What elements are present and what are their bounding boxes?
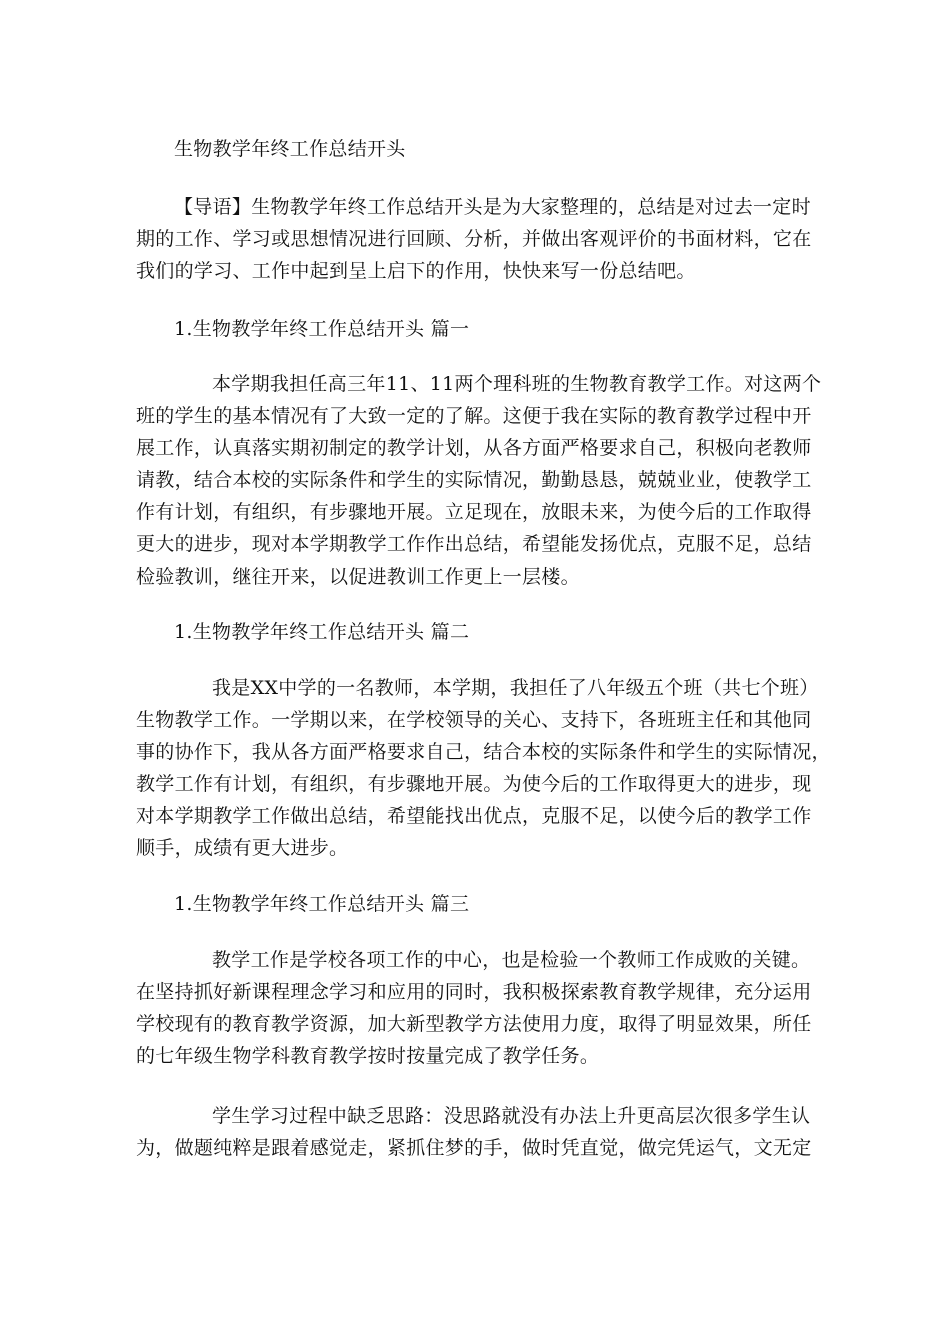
paragraph-line: 我是XX中学的一名教师，本学期，我担任了八年级五个班（共七个班）	[212, 677, 819, 699]
section-heading: 1.生物教学年终工作总结开头 篇三	[174, 893, 470, 915]
paragraph-line: 班的学生的基本情况有了大致一定的了解。这便于我在实际的教育教学过程中开	[136, 405, 812, 427]
paragraph-line: 请教，结合本校的实际条件和学生的实际情况，勤勤恳恳，兢兢业业，使教学工	[136, 469, 812, 491]
document-title: 生物教学年终工作总结开头	[174, 138, 406, 160]
paragraph-line: 作有计划，有组织，有步骤地开展。立足现在，放眼未来，为使今后的工作取得	[136, 501, 812, 523]
paragraph-line: 教学工作有计划，有组织，有步骤地开展。为使今后的工作取得更大的进步，现	[136, 773, 812, 795]
section-heading: 1.生物教学年终工作总结开头 篇一	[174, 318, 470, 340]
paragraph-line: 检验教训，继往开来，以促进教训工作更上一层楼。	[136, 566, 580, 588]
paragraph-line: 本学期我担任高三年11、11两个理科班的生物教育教学工作。对这两个	[212, 373, 822, 395]
paragraph-line: 更大的进步，现对本学期教学工作作出总结，希望能发扬优点，克服不足，总结	[136, 533, 812, 555]
paragraph-line: 学校现有的教育教学资源，加大新型教学方法使用力度，取得了明显效果，所任	[136, 1013, 812, 1035]
intro-line: 【导语】生物教学年终工作总结开头是为大家整理的，总结是对过去一定时	[174, 196, 811, 218]
section-heading: 1.生物教学年终工作总结开头 篇二	[174, 621, 470, 643]
paragraph-line: 展工作，认真落实期初制定的教学计划，从各方面严格要求自己，积极向老教师	[136, 437, 812, 459]
paragraph-line: 学生学习过程中缺乏思路：没思路就没有办法上升更高层次很多学生认	[212, 1105, 811, 1127]
paragraph-line: 在坚持抓好新课程理念学习和应用的同时，我积极探索教育教学规律，充分运用	[136, 981, 812, 1003]
paragraph-line: 生物教学工作。一学期以来，在学校领导的关心、支持下，各班班主任和其他同	[136, 709, 812, 731]
paragraph-line: 顺手，成绩有更大进步。	[136, 837, 349, 859]
intro-line: 我们的学习、工作中起到呈上启下的作用，快快来写一份总结吧。	[136, 260, 696, 282]
paragraph-line: 为，做题纯粹是跟着感觉走，紧抓住梦的手，做时凭直觉，做完凭运气，文无定	[136, 1137, 812, 1159]
paragraph-line: 的七年级生物学科教育教学按时按量完成了教学任务。	[136, 1045, 600, 1067]
paragraph-line: 对本学期教学工作做出总结，希望能找出优点，克服不足，以使今后的教学工作	[136, 805, 812, 827]
paragraph-line: 教学工作是学校各项工作的中心，也是检验一个教师工作成败的关键。	[212, 949, 811, 971]
paragraph-line: 事的协作下，我从各方面严格要求自己，结合本校的实际条件和学生的实际情况，	[136, 741, 831, 763]
intro-line: 期的工作、学习或思想情况进行回顾、分析，并做出客观评价的书面材料，它在	[136, 228, 812, 250]
